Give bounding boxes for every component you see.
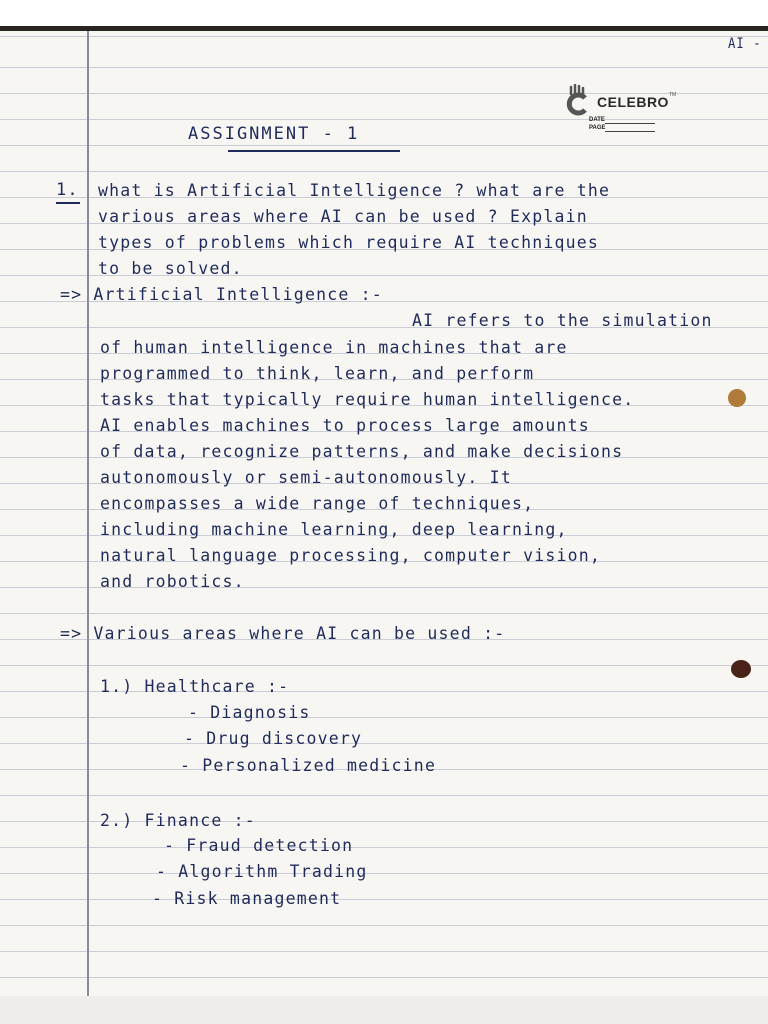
date-line xyxy=(605,123,655,124)
celebro-logo xyxy=(565,84,675,144)
definition-line: encompasses a wide range of techniques, xyxy=(100,494,535,513)
answer-heading: => Artificial Intelligence :- xyxy=(60,285,383,304)
area-item: - Risk management xyxy=(152,889,342,908)
area-heading-finance: 2.) Finance :- xyxy=(100,811,256,830)
corner-note: AI - xyxy=(728,36,762,52)
definition-line: tasks that typically require human intelligence. xyxy=(100,390,635,409)
area-item: - Drug discovery xyxy=(184,729,363,748)
area-item: - Personalized medicine xyxy=(180,756,437,775)
question-line: to be solved. xyxy=(98,259,243,278)
paper-stain xyxy=(728,389,746,407)
areas-heading: => Various areas where AI can be used :- xyxy=(60,624,506,643)
question-line: various areas where AI can be used ? Explain xyxy=(98,207,588,226)
title-underline xyxy=(228,150,400,152)
hand-icon xyxy=(565,84,597,116)
definition-line: of human intelligence in machines that are xyxy=(100,338,568,357)
area-item: - Algorithm Trading xyxy=(156,862,368,881)
definition-line: natural language processing, computer vision, xyxy=(100,546,602,565)
definition-line: programmed to think, learn, and perform xyxy=(100,364,535,383)
logo-tm: TM xyxy=(669,92,677,98)
question-number-underline xyxy=(56,202,80,204)
paper-stain xyxy=(731,660,751,678)
definition-line: AI enables machines to process large amounts xyxy=(100,416,590,435)
definition-line: autonomously or semi-autonomously. It xyxy=(100,468,512,487)
definition-line: AI refers to the simulation xyxy=(412,311,713,330)
area-item: - Diagnosis xyxy=(188,703,311,722)
margin-line xyxy=(87,31,89,996)
question-line: types of problems which require AI techniques xyxy=(98,233,600,252)
assignment-title: ASSIGNMENT - 1 xyxy=(188,124,360,144)
definition-line: and robotics. xyxy=(100,572,245,591)
definition-line: of data, recognize patterns, and make decisions xyxy=(100,442,624,461)
area-item: - Fraud detection xyxy=(164,836,354,855)
question-number: 1. xyxy=(56,180,79,200)
page-label: PAGE xyxy=(589,125,606,131)
definition-line: including machine learning, deep learning, xyxy=(100,520,568,539)
date-label: DATE xyxy=(589,117,605,123)
top-background xyxy=(0,0,768,30)
page-line xyxy=(605,131,655,132)
question-line: what is Artificial Intelligence ? what are the xyxy=(98,181,611,200)
logo-brand: CELEBRO xyxy=(597,94,669,110)
area-heading-healthcare: 1.) Healthcare :- xyxy=(100,677,290,696)
paper-bottom-edge xyxy=(0,996,768,1024)
